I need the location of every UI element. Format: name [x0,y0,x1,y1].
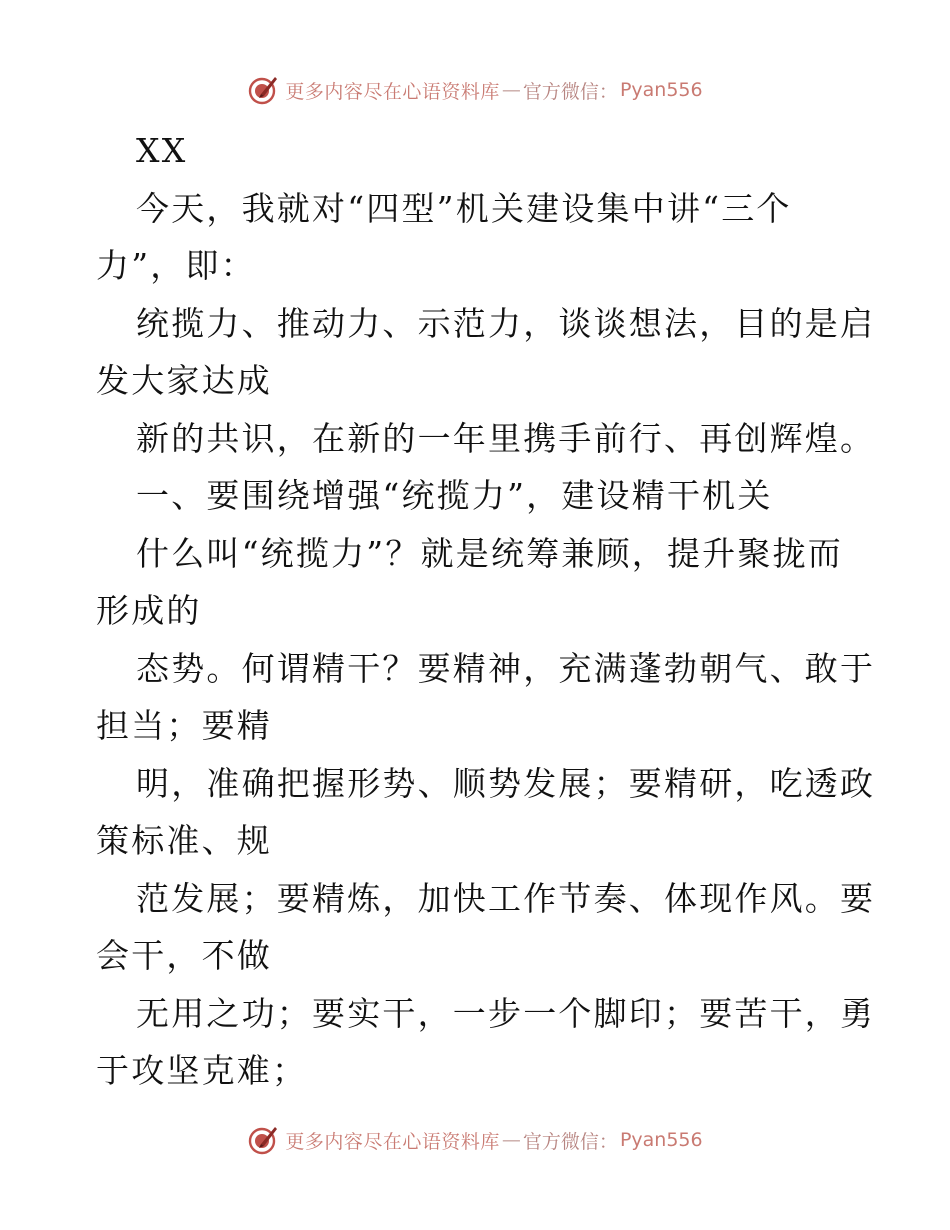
text-line: XX [136,131,188,170]
watermark-separator: — [501,79,521,101]
quill-pen-logo-icon [247,1124,279,1156]
text-line: 策标准、规 [96,821,272,860]
text-line: 态势。何谓精干？要精神，充满蓬勃朝气、敢于 [136,648,876,688]
watermark-wechat-id: Pyan556 [619,79,703,101]
watermark-wechat-id: Pyan556 [619,1129,703,1151]
header-watermark [0,70,950,110]
text-line: 范发展；要精炼，加快工作节奏、体现作风。要 [136,878,876,918]
text-line: 一、要围绕增强“统揽力”，建设精干机关 [136,476,773,515]
document-body [96,122,876,1100]
text-line: 形成的 [96,591,202,630]
text-line: 新的共识，在新的一年里携手前行、再创辉煌。 [136,418,876,458]
quill-pen-logo-icon [247,74,279,106]
footer-watermark [0,1120,950,1160]
text-line: 发大家达成 [96,361,272,400]
text-line: 今天，我就对“四型”机关建设集中讲“三个 [136,188,792,228]
watermark-wechat-label: 官方微信： [522,80,618,103]
text-line: 什么叫“统揽力”？就是统筹兼顾，提升聚拢而 [136,533,843,573]
text-line: 统揽力、推动力、示范力，谈谈想法，目的是启 [136,303,876,343]
text-line: 会干，不做 [96,936,272,975]
text-line: 于攻坚克难； [96,1051,308,1090]
text-line: 担当；要精 [96,706,272,745]
text-line: 无用之功；要实干，一步一个脚印；要苦干，勇 [136,993,876,1033]
text-line: 力”，即： [96,246,256,285]
watermark-text: 更多内容尽在心语资料库 [285,80,500,103]
watermark-wechat-label: 官方微信： [522,1130,618,1153]
text-line: 明，准确把握形势、顺势发展；要精研，吃透政 [136,763,876,803]
watermark-separator: — [501,1129,521,1151]
watermark-text: 更多内容尽在心语资料库 [285,1130,500,1153]
